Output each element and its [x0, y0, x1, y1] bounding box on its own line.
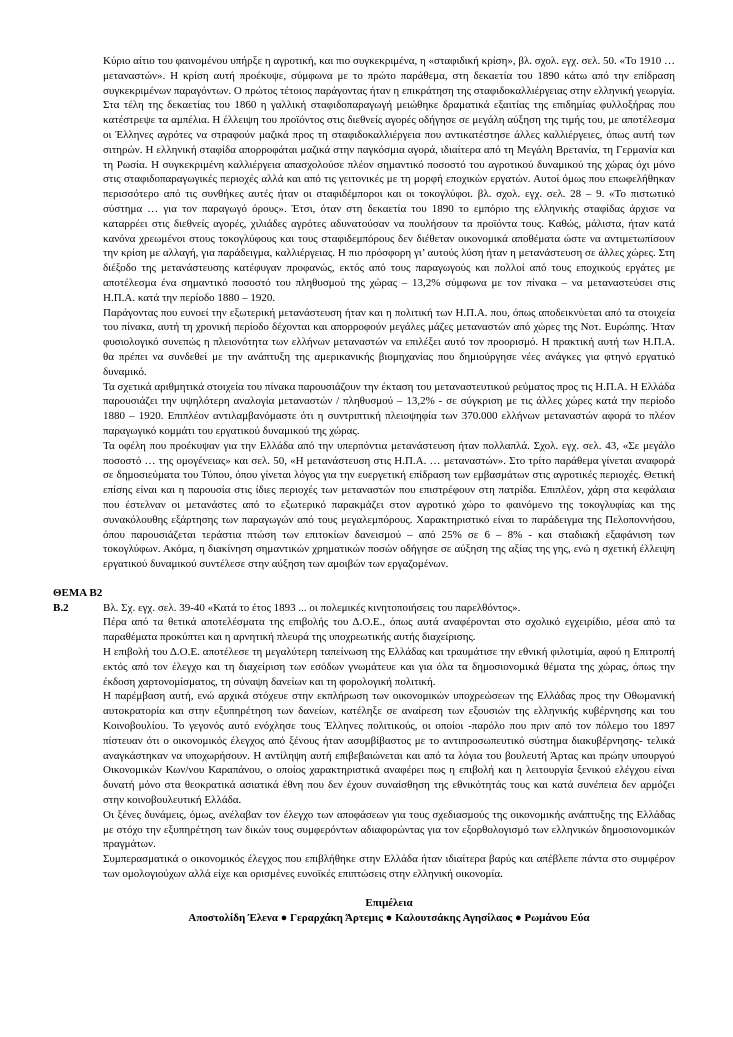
- answer-b2-paragraph-3: Η επιβολή του Δ.Ο.Ε. αποτέλεσε τη μεγαλύτερη ταπείνωση της Ελλάδας και τραυμάτισε την εθνική φιλοτιμία, αφού η Επιτροπή εκτός από τον έλεγχο και τη διαχείριση των εσόδων γνωμάτευε και για όλα τα δημοσιονομικά θέματα της χώρας, όπως την έκδοση χαρτονομίσματος, τη σύναψη δανείων και τη φορολογική πολιτική.: [103, 646, 675, 688]
- document-content: [53, 54, 675, 925]
- answer-b1-paragraph-3: Τα σχετικά αριθμητικά στοιχεία του πίνακα παρουσιάζουν την έκταση του μεταναστευτικού ρεύματος προς τις Η.Π.Α. Η Ελλάδα παρουσιάζει την υψηλότερη αναλογία μεταναστών / πληθυσμού – 13,2% - σε σύγκριση με τις άλλες χώρες κατά την περίοδο 1880 – 1920. Επιπλέον αντιλαμβανόμαστε ότι η συντριπτική πλειοψηφία των 370.000 ελλήνων μεταναστών αφορά το πλέον παραγωγικό κομμάτι του εργατικού δυναμικού της χώρας.: [103, 380, 675, 437]
- answer-b2-paragraph-6: Συμπερασματικά ο οικονομικός έλεγχος που επιβλήθηκε στην Ελλάδα ήταν ιδιαίτερα βαρύς και απέβλεπε πάντα στο συμφέρον των ομολογιούχων αλλά είχε και ορισμένες ευνοϊκές επιπτώσεις στην ελληνική οικονομία.: [103, 853, 675, 881]
- answer-b1-paragraph-2: Παράγοντας που ευνοεί την εξωτερική μετανάστευση ήταν και η πολιτική των Η.Π.Α. που, όπως αποδεικνύεται από τα στοιχεία του πίνακα, αυτή τη χρονική περίοδο δέχονται και απορροφούν μεγάλες μάζες μεταναστών από χώρες της Νοτ. Ευρώπης. Ήταν φυσιολογικό συνεπώς η πλειονότητα των ελλήνων μεταναστών να επιλέξει αυτό τον προορισμό. Η πρακτική αυτή των Η.Π.Α. θα πρέπει να συνδεθεί με την ανάπτυξη της αμερικανικής βιομηχανίας που δημιούργησε νέες ανάγκες για φτηνό εργατικό δυναμικό.: [103, 306, 675, 378]
- answer-b2-paragraph-4: Η παρέμβαση αυτή, ενώ αρχικά στόχευε στην εκπλήρωση των οικονομικών υποχρεώσεων της Ελλάδας προς την Οθωμανική αυτοκρατορία και στην εξυπηρέτηση των δανείων, κατέληξε σε αναίρεση των εξουσιών της ελληνικής κυβέρνησης και του Κοινοβουλίου. Το γεγονός αυτό ενόχλησε τους Έλληνες πολιτικούς, οι οποίοι -παρόλο που πριν από τον πόλεμο του 1897 πίστευαν ότι ο οικονομικός έλεγχος από ξένους ήταν ασυμβίβαστος με το αντιπροσωπευτικό σύστημα διακυβέρνησης- τελικά αναγκάστηκαν να υποχωρήσουν. Η αντίληψη αυτή επιβεβαιώνεται και από τα λόγια του βουλευτή Άρτας και πρώην υπουργού Οικονομικών Κων/νου Καραπάνου, ο οποίος χαρακτηριστικά αναφέρει πως η επιβολή και η λειτουργία ξενικού ελέγχου είναι δυνατή μόνο στα θεοκρατικά ασιατικά έθνη που δεν έχουν συναίσθηση της εθνικότητάς τους και κατά συνέπεια δεν αρμόζει στην κοινοβουλευτική Ελλάδα.: [103, 690, 675, 807]
- answer-b2-paragraph-1: Βλ. Σχ. εγχ. σελ. 39-40 «Κατά το έτος 1893 ... οι πολεμικές κινητοποιήσεις του παρελθόντος».: [103, 601, 521, 614]
- theme-b2-heading: ΘΕΜΑ Β2: [53, 586, 103, 599]
- answer-b2-section: [53, 601, 675, 882]
- credits-title: Επιμέλεια: [365, 896, 413, 909]
- credits-footer: [103, 896, 675, 926]
- credits-names: Αποστολίδη Έλενα ● Γεραρχάκη Άρτεμις ● Καλουτσάκης Αγησίλαος ● Ρωμάνου Εύα: [188, 911, 590, 924]
- answer-b2-paragraph-2: Πέρα από τα θετικά αποτελέσματα της επιβολής του Δ.Ο.Ε., όπως αυτά αναφέρονται στο σχολικό εγχειρίδιο, μέσα από τα παραθέματα προκύπτει και η αρνητική πλευρά της υποχρεωτικής αυτής διαχείρισης.: [103, 616, 675, 644]
- answer-b1-paragraph-4: Τα οφέλη που προέκυψαν για την Ελλάδα από την υπερπόντια μετανάστευση ήταν πολλαπλά. Σχολ. εγχ. σελ. 43, «Σε μεγάλο ποσοστό … της ομογένειας» και σελ. 50, «Η μετανάστευση στις Η.Π.Α. … μεταναστών». Στο τρίτο παράθεμα γίνεται αναφορά σε δημοσιεύματα του Τύπου, όπου γίνεται λόγος για την ευεργετική επίδραση των εμβασμάτων στις αγροτικές περιοχές. Θετική επίσης είναι και η παρουσία στις ίδιες περιοχές των μεταναστών που επιστρέφουν στη πατρίδα. Επιπλέον, χάρη στα κεφάλαια που έστελναν οι μετανάστες από το εξωτερικό παρακμάζει στον αγροτικό χώρο το φαινόμενο της τοκογλυφίας και της συνακόλουθης εξάρτησης των παραγωγών από τους μεγαλεμπόρους. Χαρακτηριστικό είναι το παράδειγμα της Πελοποννήσου, όπου παρουσιάζεται τεράστια πτώση των επιτοκίων δανεισμού – από 25% σε 6 – 8% - και σταδιακή εξαφάνιση των τοκογλύφων. Ακόμα, η διακίνηση σημαντικών χρηματικών ποσών οδήγησε σε αύξηση της αξίας της γης, ενώ η σχετική έλλειψη εργατικού δυναμικού συντέλεσε στην αύξηση των αμοιβών των εργαζομένων.: [103, 439, 675, 571]
- answer-b2-paragraph-5: Οι ξένες δυνάμεις, όμως, ανέλαβαν τον έλεγχο των αποφάσεων για τους σχεδιασμούς της οικονομικής ανάπτυξης της Ελλάδας με στόχο την εξυπηρέτηση των δικών τους συμφερόντων αδιαφορώντας για τον εξορθολογισμό των ελληνικών δημοσιονομικών πραγμάτων.: [103, 808, 675, 851]
- answer-b1-section: [103, 54, 675, 572]
- answer-b2-label: Β.2: [53, 601, 69, 614]
- answer-b1-paragraph-1: Κύριο αίτιο του φαινομένου υπήρξε η αγροτική, και πιο συγκεκριμένα, η «σταφιδική κρίση», βλ. σχολ. εγχ. σελ. 50. «Το 1910 … μεταναστών». Η κρίση αυτή προέκυψε, σύμφωνα με το πρώτο παράθεμα, στη δεκαετία του 1890 κάτω από την επίδραση συγκεκριμένων παραγόντων. Ο πρώτος τέτοιος παράγοντας ήταν η επικράτηση της σταφιδοκαλλιέργειας στην ελληνική γεωργία. Στα τέλη της δεκαετίας του 1860 η γαλλική σταφιδοπαραγωγή μειώθηκε δραματικά εξαιτίας της επιδημίας φυλλοξήρας που κατέστρεψε τα αμπέλια. Η έλλειψη του προϊόντος στις διεθνείς αγορές οδήγησε σε μεγάλη αύξηση της τιμής του, με αποτέλεσμα οι Έλληνες αγρότες να στραφούν μαζικά προς τη σταφιδοκαλλιέργεια που αντικατέστησε άλλες καλλιέργειες, όπως αυτή των σιτηρών. Η ελληνική σταφίδα απορροφάται μαζικά στην παγκόσμια αγορά, ιδιαίτερα από τη Μεγάλη Βρετανία, τη Γερμανία και τη Ρωσία. Η συγκεκριμένη καλλιέργεια απασχολούσε πλέον σημαντικό ποσοστό του αγροτικού δυναμικού της χώρας όχι μόνο στις σταφιδοπαραγωγικές περιοχές αλλά και από τις γειτονικές με τη μορφή εποχικών εργατών. Αυτοί όμως που επωφελήθηκαν περισσότερο από τις συνθήκες αυτές ήταν οι σταφιδέμποροι και οι τοκογλύφοι. βλ. σχολ. εγχ. σελ. 28 – 9. «Το πιστωτικό σύστημα … για τον παραγωγό όρους». Έτσι, όταν στη δεκαετία του 1890 το εμπόριο της ελληνικής σταφίδας άρχισε να καταρρέει στις διεθνείς αγορές, χιλιάδες αγρότες αδυνατούσαν να πουλήσουν τα προϊόντα τους. Καθώς, μάλιστα, ήταν κατά κανόνα χρεωμένοι στους τοκογλύφους και τους σταφιδεμπόρους δεν διέθεταν οικονομικά αποθέματα ώστε να αντιμετωπίσουν την κρίση με αλλαγή, για παράδειγμα, καλλιέργειας. Η πιο πρόσφορη γι’ αυτούς λύση ήταν η μετανάστευση σε άλλες χώρες. Στη διέξοδο της μετανάστευσης κατέφυγαν προφανώς, εκτός από τους παραγωγούς και πολλοί από τους εποχικούς εργάτες με αποτέλεσμα ένα σημαντικό ποσοστό του πληθυσμού της χώρας – 13,2% σύμφωνα με τον πίνακα – να μεταναστεύσει στις Η.Π.Α. κατά την περίοδο 1880 – 1920.: [103, 55, 675, 304]
